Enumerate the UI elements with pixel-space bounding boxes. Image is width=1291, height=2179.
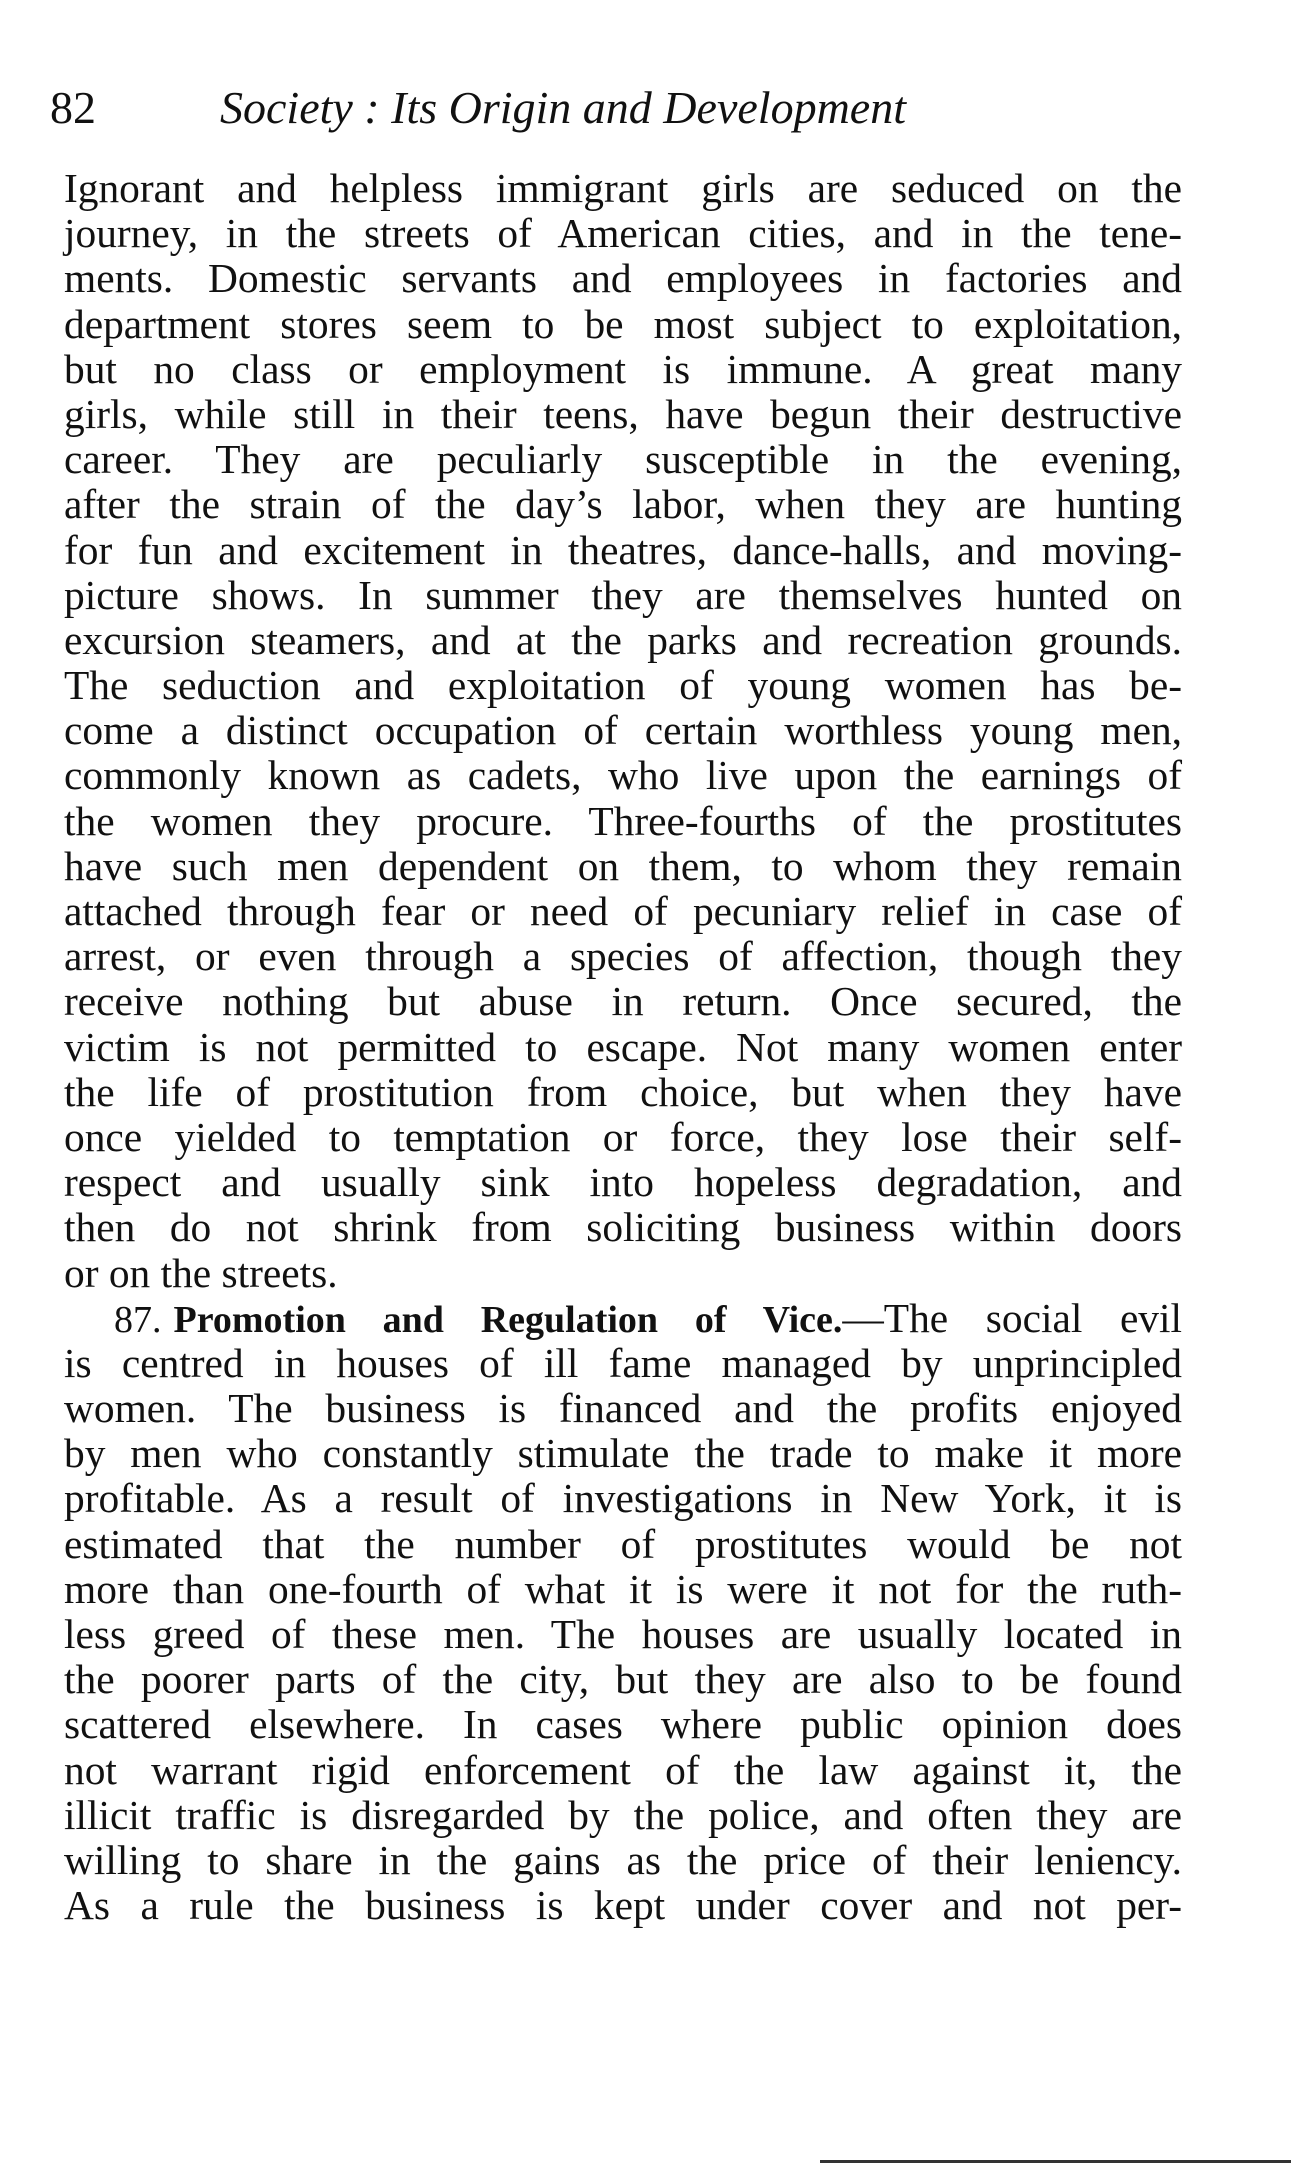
text-line: arrest, or even through a species of affection, though they [64, 933, 1182, 980]
section-number: 87. [114, 1298, 162, 1341]
text-line: for fun and excitement in theatres, dance-halls, and moving- [64, 526, 1182, 573]
text-line: after the strain of the day’s labor, when they are hunting [64, 481, 1182, 528]
text-line: is centred in houses of ill fame managed by unprincipled [64, 1339, 1182, 1386]
text-line: As a rule the business is kept under cover and not per- [64, 1882, 1182, 1929]
text-line: women. The business is financed and the profits enjoyed [64, 1385, 1182, 1432]
text-line: the life of prostitution from choice, but when they have [64, 1068, 1182, 1115]
running-title: Society : Its Origin and Development [220, 82, 906, 133]
text-line: then do not shrink from soliciting business within doors [64, 1204, 1182, 1251]
text-line: girls, while still in their teens, have begun their destructive [64, 390, 1182, 437]
text-line: journey, in the streets of American cities, and in the tene- [64, 210, 1182, 257]
text-line: estimated that the number of prostitutes would be not [64, 1520, 1182, 1567]
text-line: profitable. As a result of investigations in New York, it is [64, 1475, 1182, 1522]
text-line: have such men dependent on them, to whom they remain [64, 842, 1182, 889]
text-line: once yielded to temptation or force, they lose their self- [64, 1113, 1182, 1160]
text-line: scattered elsewhere. In cases where public opinion does [64, 1701, 1182, 1748]
text-line: commonly known as cadets, who live upon the earnings of [64, 752, 1182, 799]
bottom-edge-rule [820, 2160, 1291, 2163]
text-line: more than one-fourth of what it is were it not for the ruth- [64, 1565, 1182, 1612]
text-line: department stores seem to be most subject to exploitation, [64, 300, 1182, 347]
text-line: The seduction and exploitation of young women has be- [64, 662, 1182, 709]
text-line: illicit traffic is disregarded by the police, and often they are [64, 1791, 1182, 1838]
text-line: less greed of these men. The houses are usually located in [64, 1611, 1182, 1657]
text-line: excursion steamers, and at the parks and recreation grounds. [64, 616, 1182, 663]
page-number: 82 [50, 82, 96, 133]
section-first-line [64, 1296, 1182, 1341]
text-line: come a distinct occupation of certain worthless young men, [64, 707, 1182, 754]
section-heading: Promotion and Regulation of Vice. [173, 1298, 843, 1341]
text-line: the women they procure. Three-fourths of the prostitutes [64, 797, 1182, 844]
text-line: or on the streets. [64, 1249, 338, 1296]
running-head [50, 78, 1180, 148]
text-line: the poorer parts of the city, but they are also to be found [64, 1656, 1182, 1703]
text-line: attached through fear or need of pecuniary relief in case of [64, 888, 1182, 934]
text-line: willing to share in the gains as the price of their leniency. [64, 1836, 1182, 1883]
text-line: Ignorant and helpless immigrant girls are seduced on the [64, 165, 1182, 211]
text-line: but no class or employment is immune. A great many [64, 345, 1182, 392]
text-line: picture shows. In summer they are themselves hunted on [64, 571, 1182, 618]
text-line: receive nothing but abuse in return. Once secured, the [64, 978, 1182, 1025]
text-line: respect and usually sink into hopeless degradation, and [64, 1159, 1182, 1206]
text-line: not warrant rigid enforcement of the law against it, the [64, 1746, 1182, 1793]
text-line: career. They are peculiarly susceptible in the evening, [64, 436, 1182, 483]
text-line: by men who constantly stimulate the trade to make it more [64, 1430, 1182, 1477]
text-line: victim is not permitted to escape. Not many women enter [64, 1023, 1182, 1070]
section-first-line-text: —The social evil [842, 1294, 1183, 1341]
body-text [64, 166, 1182, 1928]
text-line: ments. Domestic servants and employees in factories and [64, 255, 1182, 302]
